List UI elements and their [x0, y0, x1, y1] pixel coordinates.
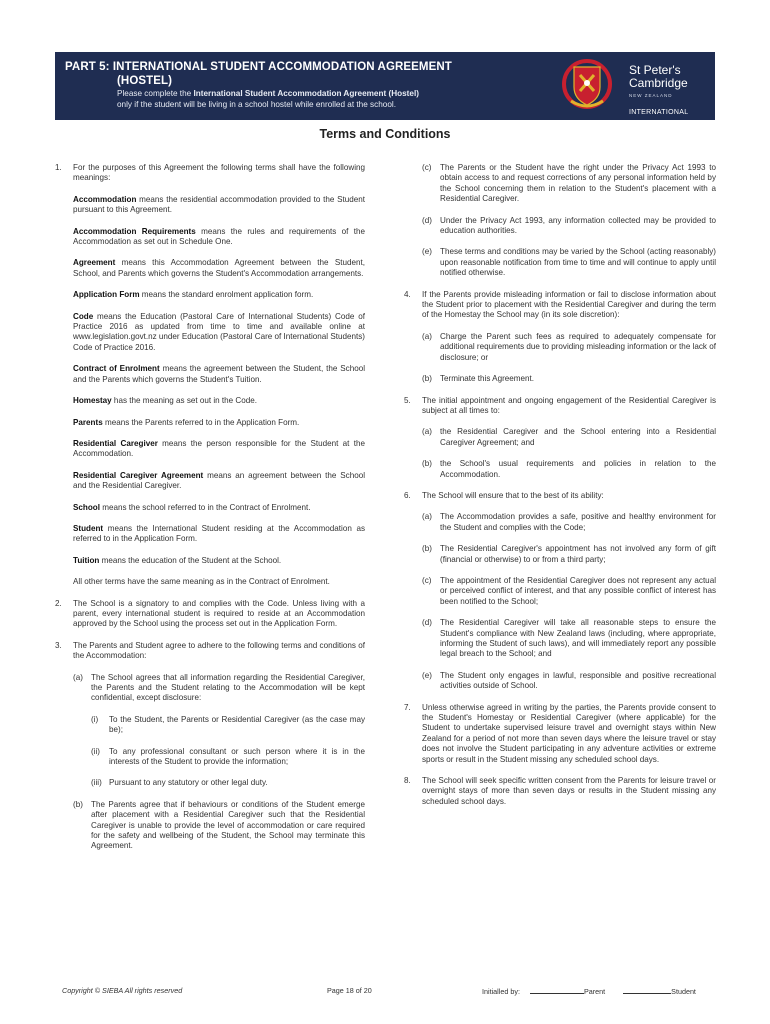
definition-term: Homestay [73, 396, 112, 406]
right-column [404, 163, 716, 818]
definition-item [55, 195, 365, 216]
definition-term: School [73, 502, 100, 512]
definitions-list [55, 195, 365, 566]
student-initial-line[interactable] [623, 986, 671, 994]
part-subtitle: Please complete the International Student Accommodation Agreement (Hostel) only if the student will be living in a school hostel while enrolled at the school. [117, 89, 419, 109]
definition-text: means an agreement between the School and the Residential Caregiver. [73, 470, 365, 491]
page-title: Terms and Conditions [319, 127, 451, 141]
parent-label: Parent [583, 987, 606, 996]
part-title-line2: (HOSTEL) [117, 75, 173, 87]
definition-text: means the education of the Student at the School. [99, 555, 282, 565]
clause-4: 4. If the Parents provide misleading information or fail to disclose information about the Student prior to placement with the Residential Caregiver and during the term of the Homestay the School may (in its sole discretion): [404, 289, 716, 320]
definition-term: Contract of Enrolment [73, 364, 160, 374]
clause-8: 8. The School will seek specific written consent from the Parents for leisure travel or overnight stays of more than seven days or results in the Student missing any scheduled school days. [404, 776, 716, 806]
clause-6c: (c) The appointment of the Residential Caregiver does not represent any actual or perceived conflict of interest, and that any possible conflict of interest has been notified to the School; [422, 575, 716, 606]
clause-3: 3. The Parents and Student agree to adhere to the following terms and conditions of the Accommodation: [55, 640, 365, 661]
definition-item [55, 258, 365, 279]
footer-copyright: Copyright © SIEBA All rights reserved [62, 986, 183, 995]
clause-3c: (c) The Parents or the Student have the right under the Privacy Act 1993 to obtain access to and request corrections of any personal information held by the School concerning them in relation to the Student's placement with a Residential Caregiver. [422, 163, 716, 204]
clause-3a-iii: (iii) Pursuant to any statutory or other legal duty. [91, 778, 268, 788]
definition-item [55, 439, 365, 460]
clause-6: 6. The School will ensure that to the best of its ability: [404, 490, 604, 500]
clause-6a: (a) The Accommodation provides a safe, positive and healthy environment for the Student and complies with the Code; [422, 512, 716, 532]
other-terms: All other terms have the same meaning as in the Contract of Enrolment. [73, 577, 330, 587]
clause-6d: (d) The Residential Caregiver will take all reasonable steps to ensure the Student's compliance with New Zealand laws (including, where appropriate, informing the Student of such laws), and will immediately report any possible legal breach to the School; and [422, 618, 716, 659]
clause-4a: (a) Charge the Parent such fees as required to adequately compensate for additional requirements due to providing misleading information or the lack of disclosure; or [422, 331, 716, 362]
definition-item [55, 524, 365, 545]
definition-text: has the meaning as set out in the Code. [111, 396, 258, 406]
definition-text: means this Accommodation Agreement between the Student, School, and Parents which governs the Student's Accommodation arrangements. [73, 258, 365, 278]
footer-initials: Initialled by: Parent Student [482, 987, 696, 996]
school-crest-icon [562, 57, 612, 113]
clause-3d: (d) Under the Privacy Act 1993, any information collected may be provided to education authorities. [422, 215, 716, 236]
footer-page-number: Page 18 of 20 [327, 986, 372, 995]
clause-3a-i: (i) To the Student, the Parents or Residential Caregiver (as the case may be); [91, 714, 365, 735]
clause-3b: (b) The Parents agree that if behaviours or conditions of the Student emerge after placement with a Residential Caregiver such that the Residential Caregiver is unable to provide the level of accommodation or care required for the safety and wellbeing of the Student, the School may terminate this Agreement. [73, 799, 365, 851]
definition-text: means the person responsible for the Student at the Accommodation. [73, 438, 365, 459]
definition-term: Residential Caregiver Agreement [73, 470, 204, 480]
definition-term: Tuition [73, 555, 100, 565]
definition-item [55, 556, 365, 566]
brand-logo: St Peter's Cambridge NEW ZEALAND INTERNATIONAL [629, 63, 689, 116]
definition-term: Agreement [73, 258, 116, 268]
definition-term: Student [73, 523, 104, 533]
header-banner [55, 52, 715, 120]
clause-3e: (e) These terms and conditions may be varied by the School (acting reasonably) upon reasonable notification from time to time and will continue to apply until notified otherwise. [422, 247, 716, 278]
clause-5: 5. The initial appointment and ongoing engagement of the Residential Caregiver is subject at all times to: [404, 395, 716, 415]
part-title-line1: PART 5: INTERNATIONAL STUDENT ACCOMMODATION AGREEMENT [65, 61, 452, 73]
part-title [65, 60, 525, 88]
definition-term: Accommodation Requirements [73, 226, 196, 236]
left-column [55, 163, 365, 863]
clause-4b: (b) Terminate this Agreement. [422, 374, 535, 384]
definition-item [55, 396, 365, 406]
definition-term: Residential Caregiver [73, 438, 158, 448]
clause-5b: (b) the School's usual requirements and policies in relation to the Accommodation. [422, 459, 716, 479]
definition-term: Application Form [73, 290, 140, 300]
definition-text: means the Education (Pastoral Care of International Students) Code of Practice 2016 as updated from time to time and available online at www.legislation.govt.nz under Education (Pastoral Care of International Students) Code of Practice 2016. [73, 311, 365, 352]
student-label: Student [671, 987, 696, 996]
definition-item [55, 418, 365, 428]
definition-item [55, 312, 365, 354]
definition-item [55, 227, 365, 248]
definition-text: means the rules and requirements of the Accommodation as set out in Schedule One. [73, 226, 365, 247]
definition-text: means the residential accommodation provided to the Student pursuant to this Agreement. [73, 194, 365, 215]
definition-text: means the Parents referred to in the Application Form. [102, 417, 300, 427]
definition-text: means the agreement between the Student, the School and the Parents which governs the Student's Tuition. [73, 364, 365, 384]
clause-3a: (a) The School agrees that all information regarding the Residential Caregiver, the Parents and the Student relating to the Accommodation will be kept confidential, except disclosure: [73, 672, 365, 703]
clause-5a: (a) the Residential Caregiver and the School entering into a Residential Caregiver Agreement; and [422, 427, 716, 447]
definition-item [55, 290, 365, 300]
definition-text: means the standard enrolment application form. [139, 290, 314, 300]
definition-text: means the school referred to in the Contract of Enrolment. [99, 502, 311, 512]
definition-term: Parents [73, 417, 103, 427]
parent-initial-line[interactable] [530, 986, 584, 994]
clause-6e: (e) The Student only engages in lawful, responsible and positive recreational activities outside of School. [422, 670, 716, 691]
definition-item [55, 471, 365, 492]
definition-term: Code [73, 311, 94, 321]
clause-3a-ii: (ii) To any professional consultant or such person where it is in the interests of the Student to provide the information; [91, 746, 365, 767]
definition-text: means the International Student residing at the Accommodation as referred to in the Application Form. [73, 523, 365, 544]
clause-6b: (b) The Residential Caregiver's appointment has not involved any form of gift (financial or otherwise) to or from a third party; [422, 544, 716, 564]
clause-7: 7. Unless otherwise agreed in writing by the parties, the Parents provide consent to the Student's Homestay or Residential Caregiver (where applicable) for the Student to undertake supervised leisure travel and overnight stays within New Zealand for a period of not more than seven days where the leisure travel or stay does not involve the Student participating in any adventure activities or extreme sports or result in the Student missing any scheduled school days. [404, 702, 716, 764]
definition-term: Accommodation [73, 194, 137, 204]
clause-2: 2. The School is a signatory to and complies with the Code. Unless living with a parent, every international student is required to reside at an Accommodation approved by the School using the process set out in the Application Form. [55, 598, 365, 629]
definition-item [55, 503, 365, 513]
clause-1: 1. For the purposes of this Agreement the following terms shall have the following meanings: [55, 163, 365, 183]
definition-item [55, 364, 365, 385]
